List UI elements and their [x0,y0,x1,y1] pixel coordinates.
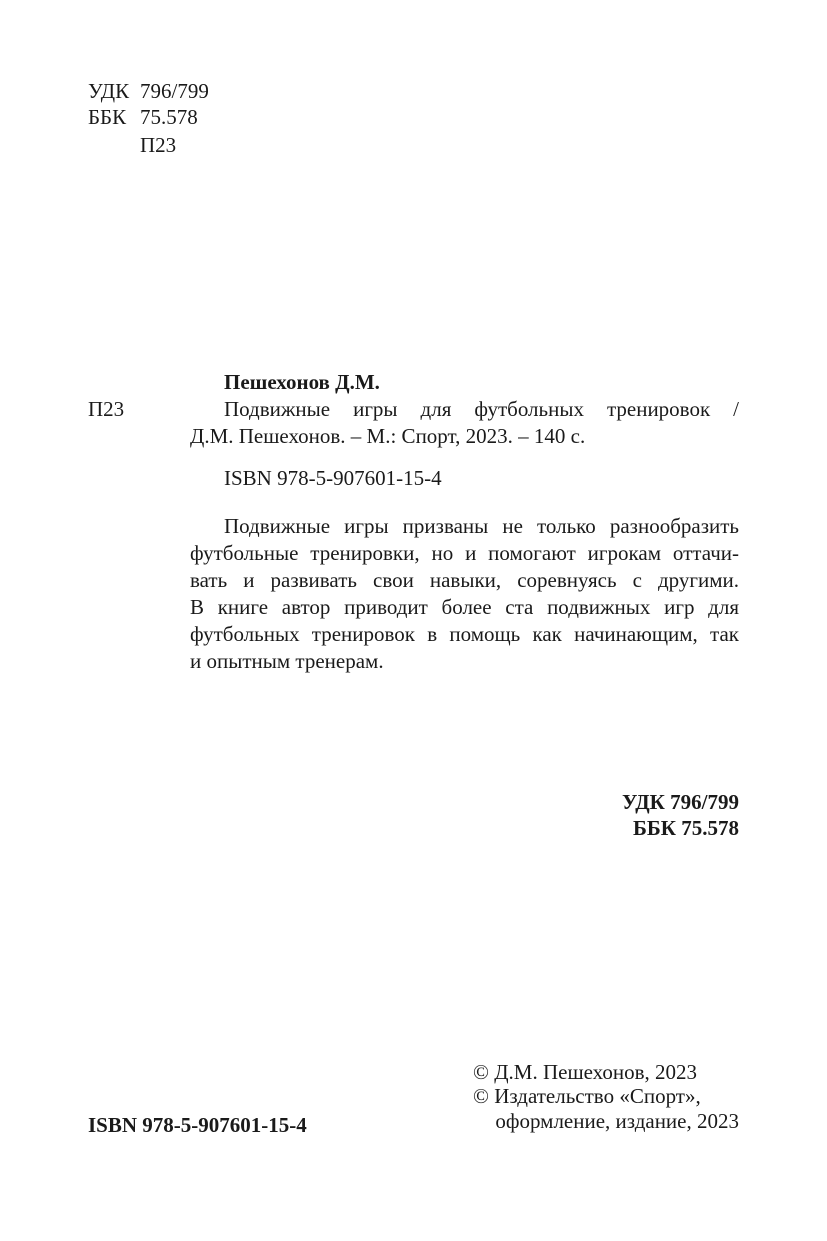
copyright-publisher-line-2: оформление, издание, 2023 [495,1109,739,1133]
annotation-line-6: и опытным тренерам. [190,649,384,673]
author-mark-header: П23 [140,133,177,157]
author-mark: П23 [88,397,125,421]
copyright-publisher-line-1: © Издательство «Спорт», [473,1084,701,1108]
annotation-line-5: футбольных тренировок в помощь как начинающим, так [190,622,739,646]
annotation-line-1: Подвижные игры призваны не только разнообразить [224,514,739,538]
udk-label: УДК [88,79,130,103]
udk-value: 796/799 [140,79,209,103]
bbk-header [88,104,198,130]
bbk-label: ББК [88,105,127,129]
udk-header [88,78,209,104]
entry-isbn: ISBN 978-5-907601-15-4 [224,466,442,490]
bbk-value: 75.578 [140,105,198,129]
udk-classification: УДК 796/799 [621,790,739,814]
title-line-1: Подвижные игры для футбольных тренировок / [224,397,739,421]
annotation-line-2: футбольные тренировки, но и помогают игрокам оттачи- [190,541,739,565]
annotation-line-3: вать и развивать свои навыки, соревнуясь с другими. [190,568,739,592]
author-name: Пешехонов Д.М. [224,370,380,394]
title-line-2: Д.М. Пешехонов. – М.: Спорт, 2023. – 140 с. [190,424,586,448]
annotation-line-4: В книге автор приводит более ста подвижных игр для [190,595,739,619]
bbk-classification: ББК 75.578 [633,816,739,840]
footer-isbn: ISBN 978-5-907601-15-4 [88,1113,307,1137]
copyright-author: © Д.М. Пешехонов, 2023 [473,1060,698,1084]
